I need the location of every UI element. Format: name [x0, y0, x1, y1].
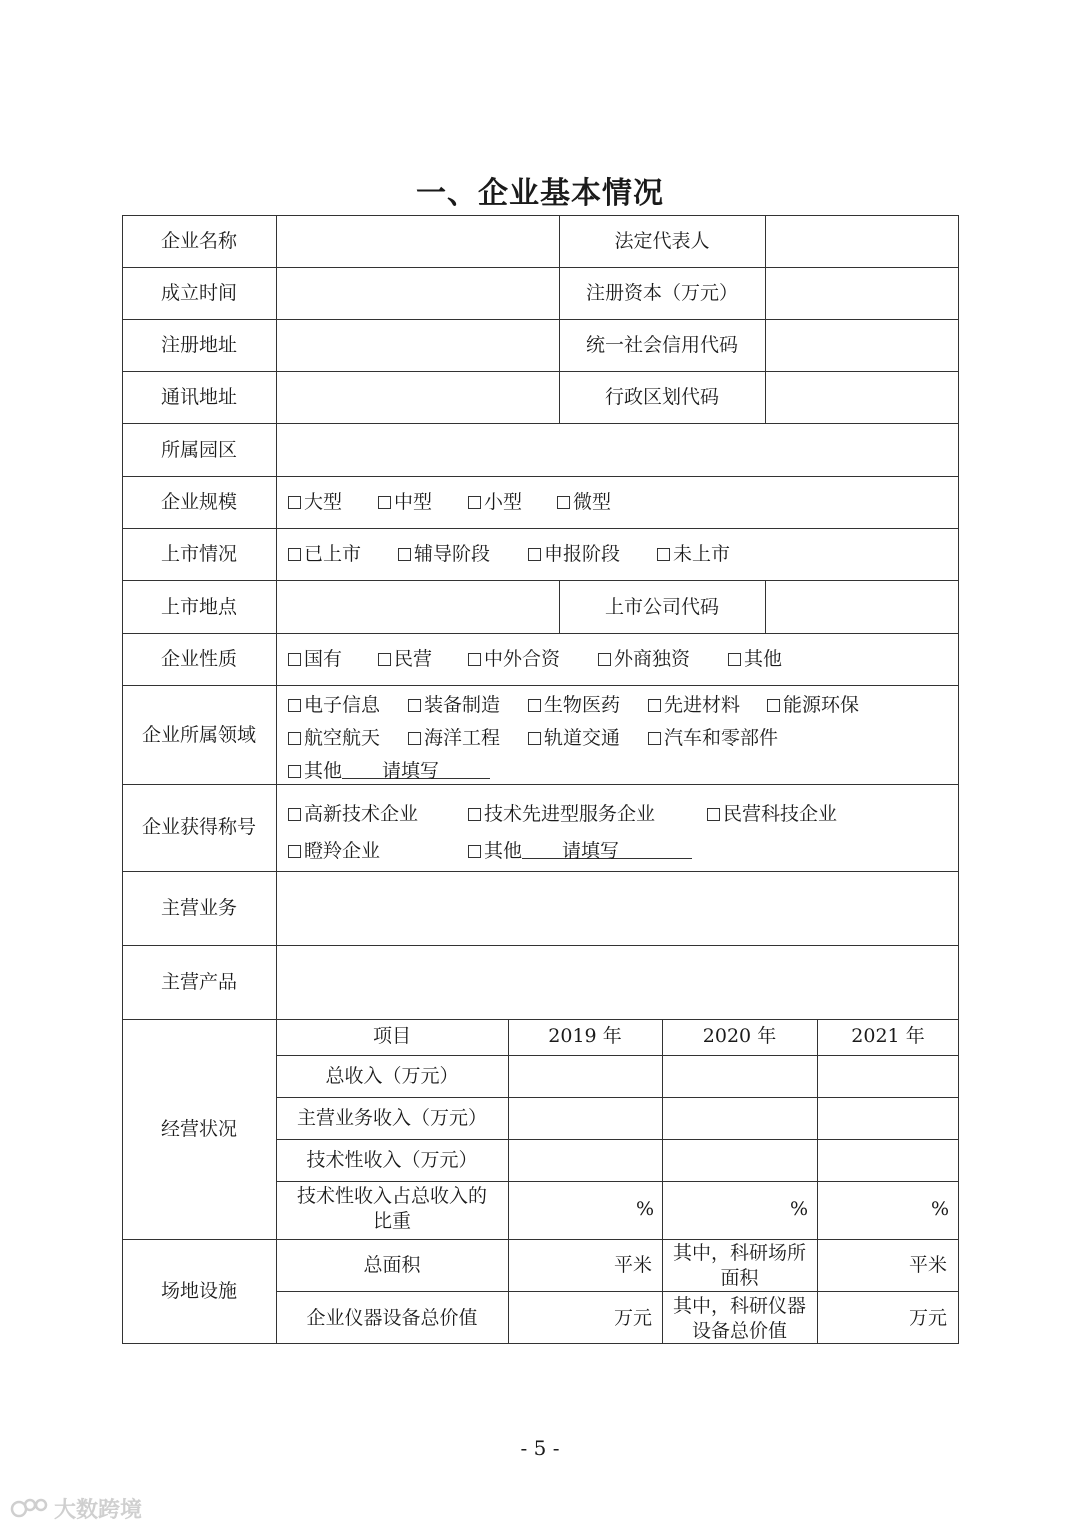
ops-cell[interactable] — [663, 1098, 817, 1139]
value-unit: 万元 — [613, 1307, 652, 1329]
label-reg-address: 注册地址 — [160, 334, 237, 356]
label-operations: 经营状况 — [160, 1118, 237, 1140]
honor-option[interactable]: 民营科技企业 — [707, 802, 837, 826]
label-mail-address: 通讯地址 — [160, 386, 237, 408]
credit-code-field[interactable] — [766, 320, 959, 371]
row-divider — [122, 633, 959, 634]
nature-option[interactable]: 外商独资 — [598, 647, 690, 671]
checkbox-icon — [288, 808, 301, 821]
field-option[interactable]: 先进材料 — [648, 693, 740, 717]
listing-option[interactable]: 辅导阶段 — [398, 542, 490, 566]
checkbox-icon — [288, 845, 301, 858]
ops-row-label: 总收入（万元） — [325, 1065, 459, 1087]
listing-option[interactable]: 未上市 — [657, 542, 730, 566]
watermark-logo-icon — [10, 1496, 50, 1520]
checkbox-icon — [408, 699, 421, 712]
checkbox-icon — [288, 653, 301, 666]
label-listing-place: 上市地点 — [160, 596, 237, 618]
field-option[interactable]: 电子信息 — [288, 693, 380, 717]
scale-option[interactable]: 中型 — [378, 490, 432, 514]
field-option[interactable]: 航空航天 — [288, 726, 380, 750]
label-reg-capital: 注册资本（万元） — [585, 282, 738, 304]
label-main-products: 主营产品 — [160, 971, 237, 993]
checkbox-icon — [767, 699, 780, 712]
label-field: 企业所属领域 — [141, 724, 256, 746]
field-option[interactable]: 生物医药 — [528, 693, 620, 717]
percent-unit: % — [789, 1198, 808, 1220]
listing-option[interactable]: 申报阶段 — [528, 542, 620, 566]
checkbox-icon — [468, 845, 481, 858]
label-listing: 上市情况 — [160, 543, 237, 565]
checkbox-icon — [288, 548, 301, 561]
checkbox-icon — [728, 653, 741, 666]
honor-option-other[interactable]: 其他 请填写 — [468, 839, 692, 863]
field-option-other[interactable]: 其他 请填写 — [288, 759, 490, 783]
main-business-field[interactable] — [277, 872, 959, 945]
checkbox-icon — [598, 653, 611, 666]
mail-address-field[interactable] — [277, 372, 559, 423]
honor-option[interactable]: 高新技术企业 — [288, 802, 418, 826]
ops-cell[interactable] — [509, 1098, 662, 1139]
row-divider — [122, 685, 959, 686]
fill-in-blank[interactable]: 请填写 — [342, 759, 490, 779]
label-scale: 企业规模 — [160, 491, 237, 513]
checkbox-icon — [288, 765, 301, 778]
fac-label: 其中，科研仪器 设备总价值 — [672, 1295, 806, 1342]
ops-cell[interactable] — [663, 1140, 817, 1181]
fac-label: 其中，科研场所 面积 — [672, 1242, 806, 1289]
park-field[interactable] — [277, 424, 959, 476]
field-option[interactable]: 能源环保 — [767, 693, 859, 717]
checkbox-icon — [378, 653, 391, 666]
checkbox-icon — [528, 732, 541, 745]
label-nature: 企业性质 — [160, 648, 237, 670]
company-name-field[interactable] — [277, 216, 559, 267]
checkbox-icon — [408, 732, 421, 745]
listing-option[interactable]: 已上市 — [288, 542, 361, 566]
nature-option[interactable]: 国有 — [288, 647, 342, 671]
checkbox-icon — [707, 808, 720, 821]
ops-header: 2019 年 — [548, 1025, 622, 1047]
checkbox-icon — [468, 808, 481, 821]
row-divider — [122, 1019, 959, 1020]
field-option[interactable]: 装备制造 — [408, 693, 500, 717]
honor-option[interactable]: 瞪羚企业 — [288, 839, 380, 863]
ops-cell[interactable] — [663, 1056, 817, 1097]
watermark: 大数跨境 — [10, 1493, 142, 1523]
scale-option[interactable]: 大型 — [288, 490, 342, 514]
ops-row-label: 技术性收入占总收入的 比重 — [296, 1185, 487, 1232]
checkbox-icon — [648, 732, 661, 745]
label-facilities: 场地设施 — [160, 1280, 237, 1302]
checkbox-icon — [378, 496, 391, 509]
checkbox-icon — [288, 496, 301, 509]
checkbox-icon — [288, 732, 301, 745]
checkbox-icon — [648, 699, 661, 712]
main-products-field[interactable] — [277, 946, 959, 1019]
legal-rep-field[interactable] — [766, 216, 959, 267]
label-company-name: 企业名称 — [160, 230, 237, 252]
stock-code-field[interactable] — [766, 581, 959, 633]
label-credit-code: 统一社会信用代码 — [585, 334, 738, 356]
field-option[interactable]: 汽车和零部件 — [648, 726, 778, 750]
fill-in-blank[interactable]: 请填写 — [522, 839, 692, 859]
ops-row-label: 主营业务收入（万元） — [296, 1107, 487, 1129]
value-unit: 万元 — [908, 1307, 947, 1329]
checkbox-icon — [657, 548, 670, 561]
label-main-business: 主营业务 — [160, 897, 237, 919]
label-founded: 成立时间 — [160, 282, 237, 304]
percent-unit: % — [930, 1198, 949, 1220]
ops-cell[interactable] — [509, 1056, 662, 1097]
ops-cell[interactable] — [818, 1098, 959, 1139]
scale-option[interactable]: 小型 — [468, 490, 522, 514]
percent-unit: % — [635, 1198, 654, 1220]
checkbox-icon — [398, 548, 411, 561]
checkbox-icon — [528, 699, 541, 712]
reg-address-field[interactable] — [277, 320, 559, 371]
scale-option[interactable]: 微型 — [557, 490, 611, 514]
nature-option[interactable]: 民营 — [378, 647, 432, 671]
honor-option[interactable]: 技术先进型服务企业 — [468, 802, 655, 826]
ops-cell[interactable] — [818, 1056, 959, 1097]
nature-option[interactable]: 其他 — [728, 647, 782, 671]
page-number: - 5 - — [520, 1436, 560, 1460]
area-unit: 平米 — [908, 1254, 947, 1276]
row-divider — [122, 476, 959, 477]
ops-header: 2021 年 — [851, 1025, 925, 1047]
fac-label: 总面积 — [363, 1254, 421, 1276]
checkbox-icon — [557, 496, 570, 509]
reg-capital-field[interactable] — [766, 268, 959, 319]
label-park: 所属园区 — [160, 439, 237, 461]
checkbox-icon — [288, 699, 301, 712]
label-honors: 企业获得称号 — [141, 816, 256, 838]
fac-label: 企业仪器设备总价值 — [306, 1307, 478, 1329]
area-unit: 平米 — [613, 1254, 652, 1276]
row-divider — [122, 784, 959, 785]
ops-cell[interactable] — [509, 1140, 662, 1181]
founded-field[interactable] — [277, 268, 559, 319]
district-code-field[interactable] — [766, 372, 959, 423]
ops-cell[interactable] — [818, 1140, 959, 1181]
row-divider — [276, 1181, 959, 1182]
row-divider — [276, 1291, 959, 1292]
label-legal-rep: 法定代表人 — [614, 230, 710, 252]
nature-option[interactable]: 中外合资 — [468, 647, 560, 671]
row-divider — [122, 1239, 959, 1240]
label-stock-code: 上市公司代码 — [604, 596, 719, 618]
label-district-code: 行政区划代码 — [604, 386, 719, 408]
field-option[interactable]: 海洋工程 — [408, 726, 500, 750]
field-option[interactable]: 轨道交通 — [528, 726, 620, 750]
ops-header: 2020 年 — [702, 1025, 777, 1047]
row-divider — [122, 528, 959, 529]
page-title: 一、企业基本情况 — [416, 176, 664, 211]
checkbox-icon — [468, 496, 481, 509]
listing-place-field[interactable] — [277, 581, 559, 633]
ops-header: 项目 — [372, 1025, 411, 1047]
ops-row-label: 技术性收入（万元） — [306, 1149, 478, 1171]
checkbox-icon — [468, 653, 481, 666]
checkbox-icon — [528, 548, 541, 561]
